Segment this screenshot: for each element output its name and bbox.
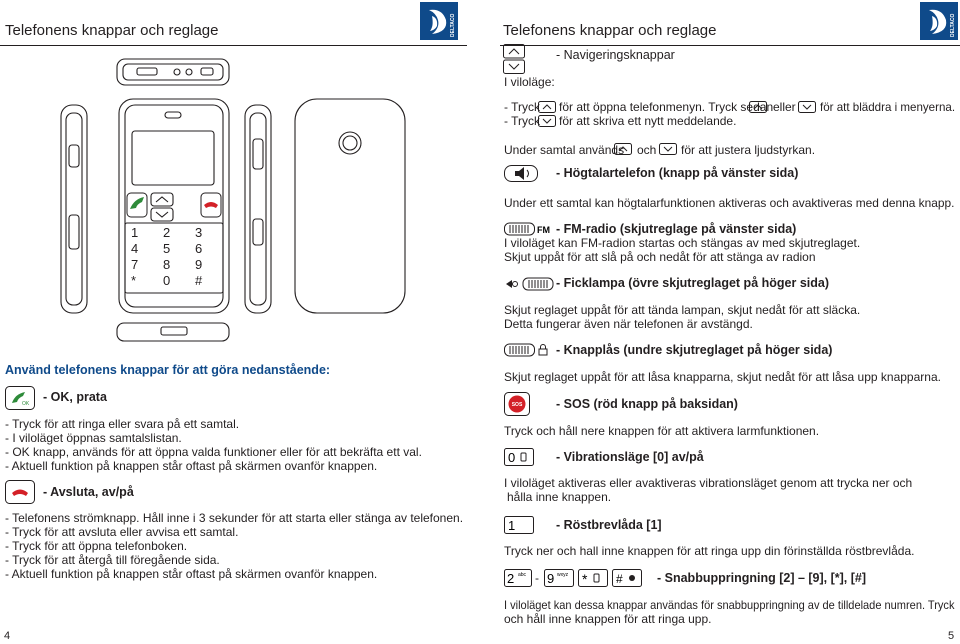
vib-title: - Vibrationsläge [0] av/på (556, 450, 704, 464)
sos-button-icon (504, 392, 530, 416)
svg-text:2: 2 (507, 571, 515, 586)
key-0-vibration-icon (504, 448, 534, 466)
up-key-icon (749, 101, 767, 113)
end-line-4: - Tryck för att återgå till föregående sida. (5, 553, 220, 567)
ok-line-3: - OK knapp, används för att öppna valda funktioner eller för att bekräfta ett val. (5, 445, 422, 459)
key-9-icon (544, 569, 574, 587)
torch-title: - Ficklampa (övre skjutreglaget på höger sida) (556, 276, 829, 290)
nav-keys-icon (503, 44, 525, 74)
left-page-header: Telefonens knappar och reglage (5, 22, 219, 39)
idle-label: I viloläge: (504, 75, 555, 89)
fm-line-1: I viloläget kan FM-radion startas och stängas av med skjutreglaget. (504, 236, 861, 250)
fm-label: FM (537, 225, 550, 235)
svg-text:DELTACO: DELTACO (450, 13, 456, 37)
svg-text:9: 9 (195, 257, 203, 272)
key-hash-icon (612, 569, 642, 587)
right-page-header: Telefonens knappar och reglage (503, 22, 717, 39)
deltaco-logo-left (420, 2, 458, 40)
torch-icon (504, 277, 554, 291)
sos-text: Tryck och håll nere knappen för att aktivera larmfunktionen. (504, 424, 820, 438)
svg-text:6: 6 (195, 241, 203, 256)
ok-line-1: - Tryck för att ringa eller svara på ett samtal. (5, 417, 240, 431)
nav-line1-a: - Tryck (504, 100, 540, 114)
svg-text:#: # (616, 572, 623, 586)
key-9-letters: wxyz (557, 572, 569, 578)
svg-text:1: 1 (131, 225, 139, 240)
sd-line-2: och håll inne knappen för att ringa upp. (504, 612, 712, 626)
end-line-2: - Tryck för att avsluta eller avvisa ett samtal. (5, 525, 239, 539)
vm-text: Tryck ner och hall inne knappen för att ringa upp din förinställda röstbrevlåda. (504, 544, 915, 558)
sd-line-1: I viloläget kan dessa knappar användas för snabbuppringning av de tilldelade numren. Tryck (504, 598, 955, 612)
vib-line-1: I viloläget aktiveras eller avaktiveras vibrationsläget genom att trycka ner och (504, 476, 913, 490)
svg-text:1: 1 (508, 518, 516, 533)
fm-title: - FM-radio (skjutreglage på vänster sida) (556, 222, 797, 236)
key-1-voicemail-icon (504, 516, 534, 534)
right-page-number: 5 (948, 630, 955, 642)
end-line-5: - Aktuell funktion på knappen står oftast på skärmen ovanför knappen. (5, 567, 378, 581)
svg-text:*: * (582, 571, 588, 587)
ok-line-4: - Aktuell funktion på knappen står oftast på skärmen ovanför knappen. (5, 459, 378, 473)
left-header-rule (0, 45, 467, 46)
speaker-text: Under ett samtal kan högtalarfunktionen aktiveras och avaktiveras med denna knapp. (504, 196, 955, 210)
svg-text:5: 5 (163, 241, 171, 256)
key-2-icon (504, 569, 532, 587)
key-star-icon (578, 569, 608, 587)
lock-text: Skjut reglaget uppåt för att låsa knapparna, skjut nedåt för att låsa upp knapparna. (504, 370, 941, 384)
sos-label: SOS (511, 402, 523, 408)
sos-title: - SOS (röd knapp på baksidan) (556, 397, 738, 411)
end-line-3: - Tryck för att öppna telefonboken. (5, 539, 188, 553)
vib-line-2: hålla inne knappen. (507, 490, 612, 504)
vm-title: - Röstbrevlåda [1] (556, 518, 662, 532)
nav-line2-b: för att skriva ett nytt meddelande. (559, 114, 737, 128)
red-end-key-icon (5, 480, 35, 504)
phone-illustration (55, 55, 425, 345)
sd-title: - Snabbuppringning [2] – [9], [*], [#] (657, 571, 867, 585)
call-c: för att justera ljudstyrkan. (681, 143, 816, 157)
svg-text:3: 3 (195, 225, 203, 240)
down-key-icon (659, 143, 677, 155)
nav-line1-d: för att bläddra i menyerna. (820, 100, 956, 114)
svg-text:0: 0 (508, 450, 516, 465)
nav-line1-c: eller (773, 100, 796, 114)
torch-line-2: Detta fungerar även när telefonen är avstängd. (504, 317, 753, 331)
up-key-icon (614, 143, 632, 155)
left-intro-heading: Använd telefonens knappar för att göra nedanstående: (5, 363, 331, 377)
deltaco-logo-right (920, 2, 958, 40)
speaker-title: - Högtalartelefon (knapp på vänster sida) (556, 166, 799, 180)
ok-line-2: - I viloläget öppnas samtalslistan. (5, 431, 182, 445)
left-page-number: 4 (4, 630, 11, 642)
key-2-letters: abc (518, 572, 527, 578)
svg-text:4: 4 (131, 241, 139, 256)
speaker-button-icon (504, 165, 538, 182)
nav-line1-b: för att öppna telefonmenyn. Tryck sedan (559, 100, 774, 114)
svg-text:8: 8 (163, 257, 171, 272)
sd-dash: - (535, 571, 539, 585)
nav-title: - Navigeringsknappar (556, 48, 675, 62)
ok-key-title: - OK, prata (43, 390, 107, 404)
svg-text:9: 9 (547, 571, 555, 586)
right-header-rule (500, 45, 960, 46)
svg-text:0: 0 (163, 273, 171, 288)
keylock-slider-icon (504, 343, 554, 357)
up-key-icon (538, 101, 556, 113)
fm-line-2: Skjut uppåt för att slå på och nedåt för att stänga av radion (504, 250, 816, 264)
torch-line-1: Skjut reglaget uppåt för att tända lampan, skjut nedåt för att släcka. (504, 303, 861, 317)
end-line-1: - Telefonens strömknapp. Håll inne i 3 sekunder för att starta eller stänga av telefonen. (5, 511, 464, 525)
fm-slider-icon (504, 222, 554, 236)
lock-title: - Knapplås (undre skjutreglaget på höger sida) (556, 343, 833, 357)
call-a: Under samtal används (504, 143, 625, 157)
svg-text:2: 2 (163, 225, 171, 240)
green-call-key-icon (5, 386, 35, 410)
ok-key-label: OK (22, 401, 30, 407)
nav-line2-a: - Tryck (504, 114, 540, 128)
down-key-icon (538, 115, 556, 127)
down-key-icon (798, 101, 816, 113)
svg-text:#: # (195, 273, 203, 288)
end-key-title: - Avsluta, av/på (43, 485, 134, 499)
svg-text:*: * (131, 273, 137, 288)
svg-text:DELTACO: DELTACO (950, 13, 956, 37)
call-b: och (637, 143, 657, 157)
svg-text:7: 7 (131, 257, 139, 272)
